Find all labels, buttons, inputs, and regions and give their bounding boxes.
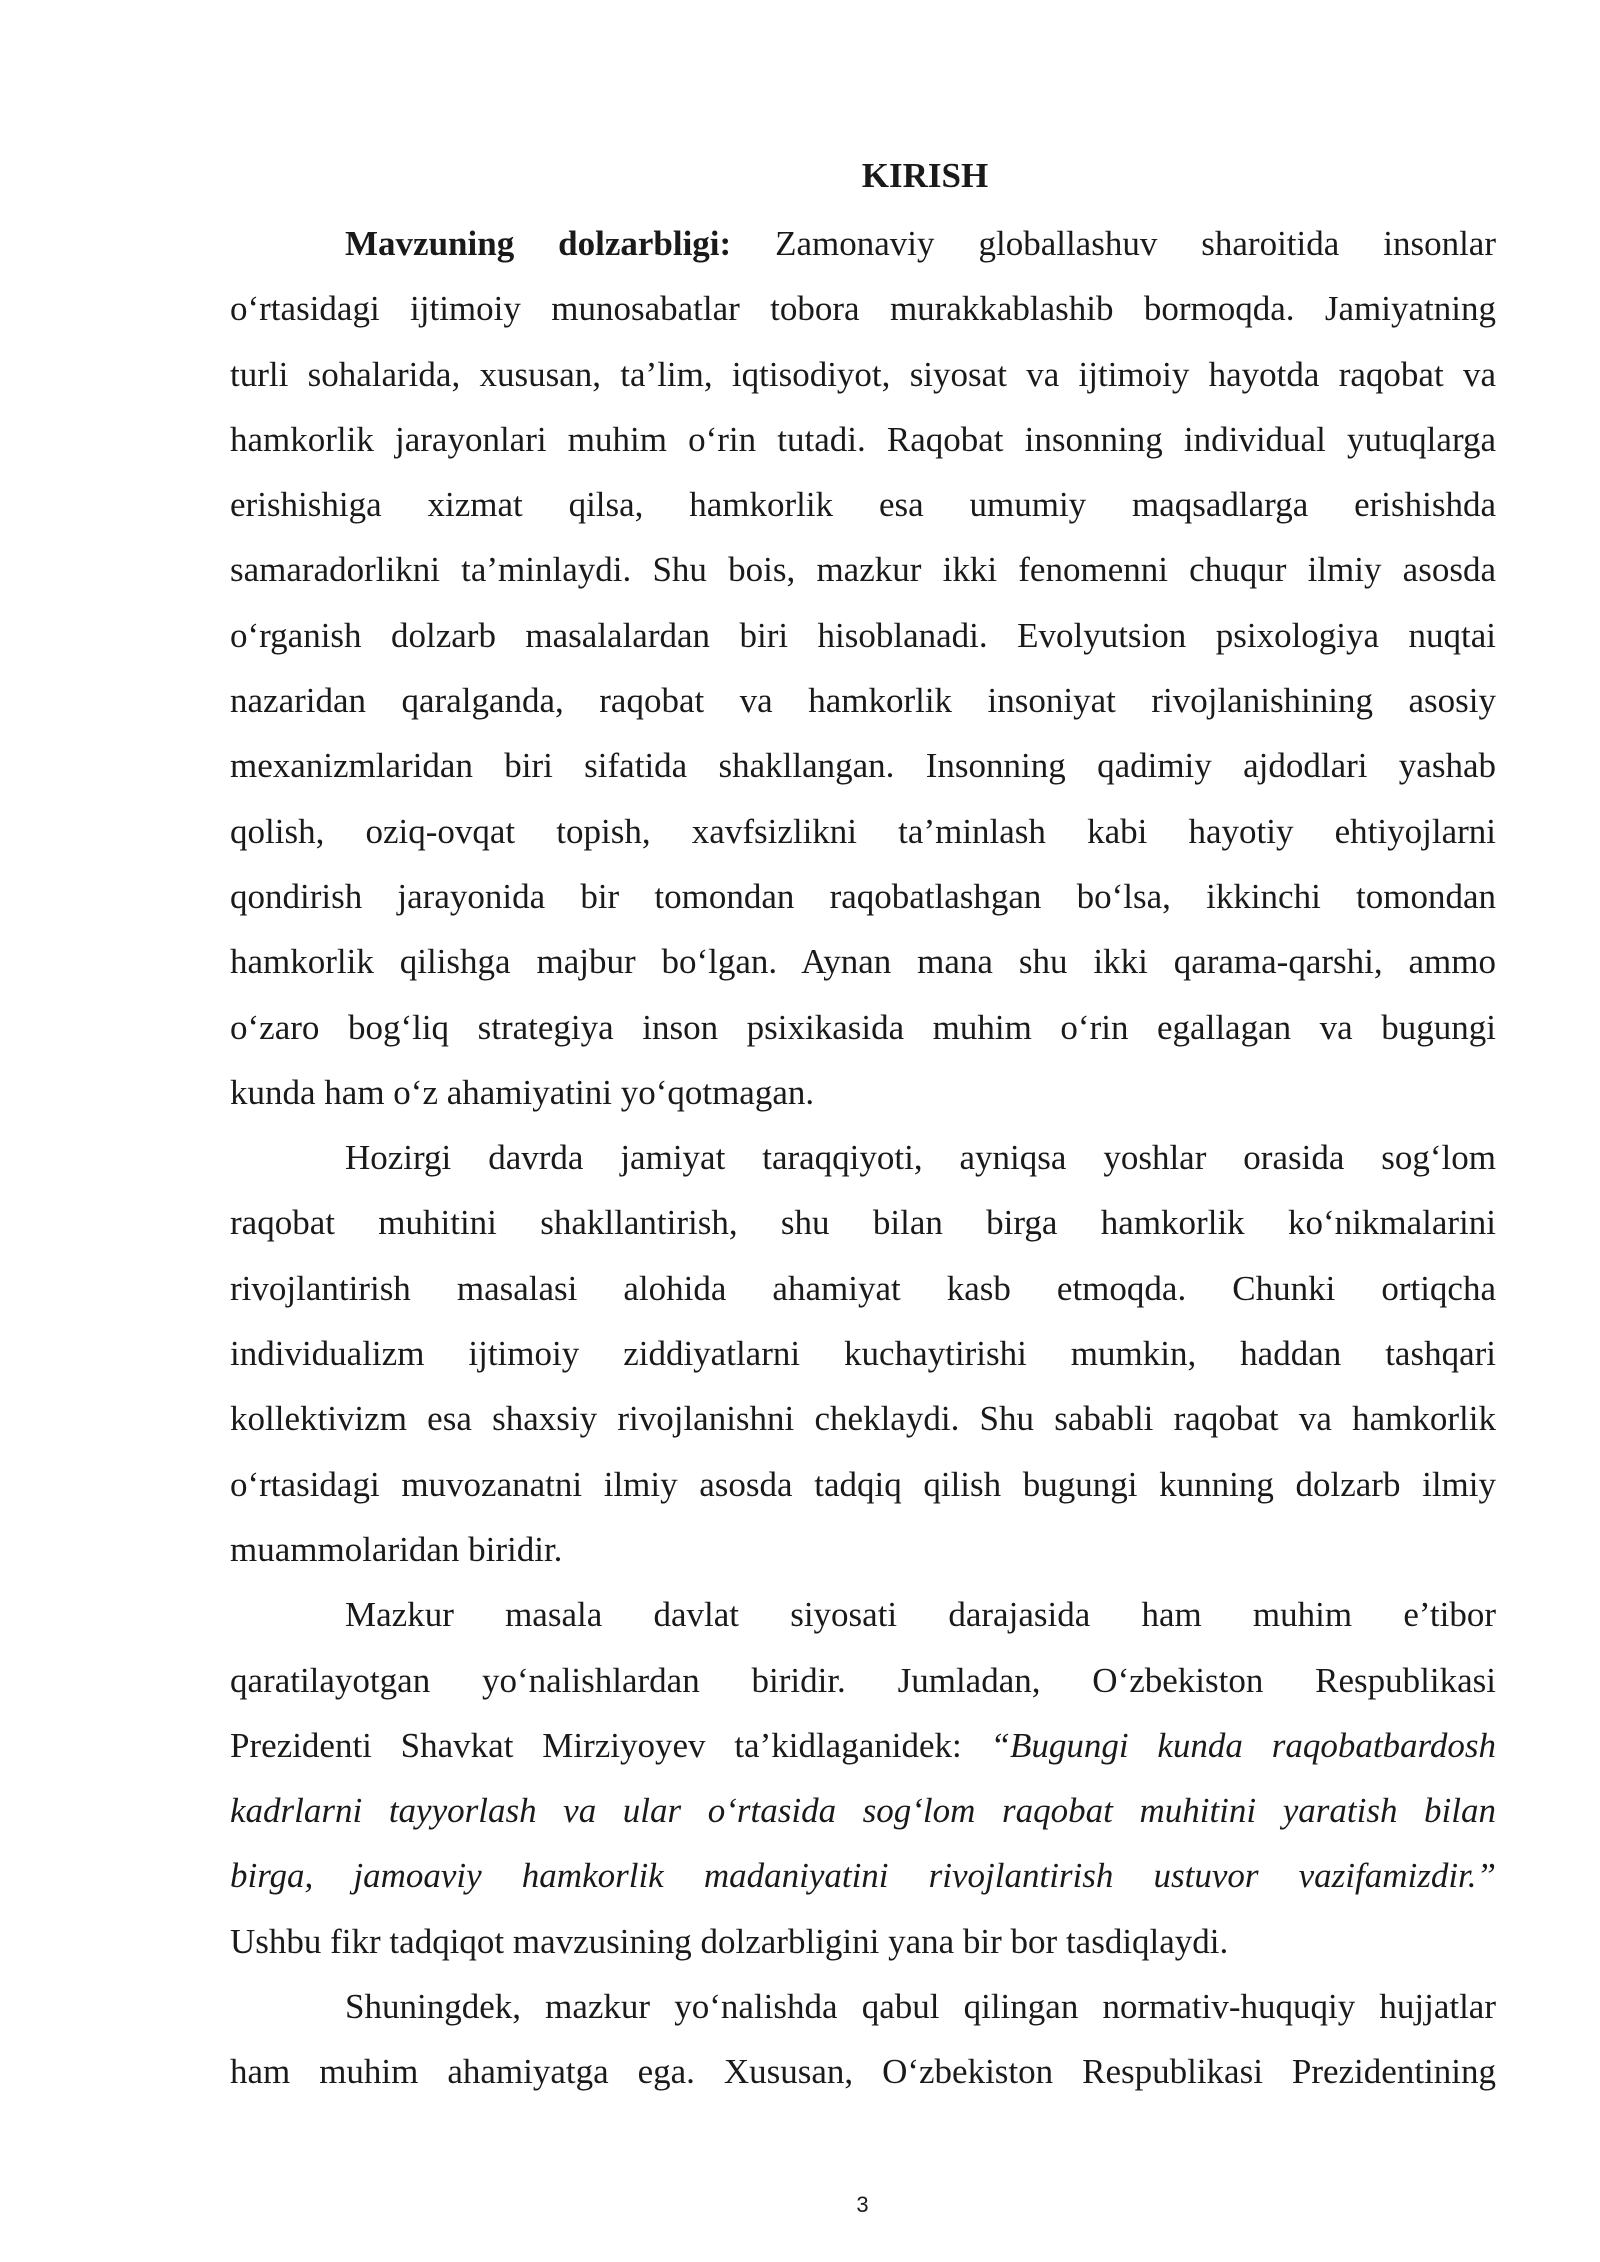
text-run: Zamonaviy globallashuv sharoitida insonlar bbox=[731, 224, 1496, 263]
text-line bbox=[230, 1452, 1496, 1517]
text-line bbox=[230, 1386, 1496, 1451]
italic-quote-run: birga, jamoaviy hamkorlik madaniyatini rivojlantirish ustuvor vazifamizdir.” bbox=[230, 1856, 1496, 1896]
text-line bbox=[230, 995, 1496, 1060]
text-run: qondirish jarayonida bir tomondan raqobatlashgan bo‘lsa, ikkinchi tomondan bbox=[230, 876, 1496, 916]
text-line bbox=[230, 1843, 1496, 1908]
text-run: qaratilayotgan yo‘nalishlardan biridir. Jumladan, O‘zbekiston Respublikasi bbox=[230, 1660, 1496, 1700]
paragraph bbox=[230, 211, 1496, 1125]
text-run: o‘rganish dolzarb masalalardan biri hisoblanadi. Evolyutsion psixologiya nuqtai bbox=[230, 615, 1496, 655]
text-run: Ushbu fikr tadqiqot mavzusining dolzarbligini yana bir bor tasdiqlaydi. bbox=[230, 1921, 1229, 1961]
text-line bbox=[230, 1256, 1496, 1321]
paragraph bbox=[230, 1582, 1496, 1974]
text-line bbox=[230, 1648, 1496, 1713]
text-line bbox=[230, 1778, 1496, 1843]
text-line bbox=[230, 2039, 1496, 2104]
body-text bbox=[230, 211, 1496, 2105]
text-run: kunda ham o‘z ahamiyatini yo‘qotmagan. bbox=[230, 1072, 815, 1112]
text-line bbox=[230, 668, 1496, 733]
text-run: ham muhim ahamiyatga ega. Xususan, O‘zbekiston Respublikasi Prezidentining bbox=[230, 2052, 1496, 2092]
text-line bbox=[230, 1321, 1496, 1386]
section-heading: KIRISH bbox=[861, 156, 989, 195]
text-run: nazaridan qaralganda, raqobat va hamkorlik insoniyat rivojlanishining asosiy bbox=[230, 681, 1496, 721]
text-line bbox=[230, 733, 1496, 798]
text-run: o‘zaro bog‘liq strategiya inson psixikasida muhim o‘rin egallagan va bugungi bbox=[230, 1007, 1496, 1047]
text-line bbox=[230, 342, 1496, 407]
text-line bbox=[230, 1582, 1496, 1647]
text-run: rivojlantirish masalasi alohida ahamiyat kasb etmoqda. Chunki ortiqcha bbox=[230, 1268, 1496, 1308]
text-run: raqobat muhitini shakllantirish, shu bilan birga hamkorlik ko‘nikmalarini bbox=[230, 1203, 1496, 1243]
text-line bbox=[230, 1974, 1496, 2039]
text-line bbox=[230, 864, 1496, 929]
text-run: Prezidenti Shavkat Mirziyoyev ta’kidlaganidek: bbox=[230, 1725, 991, 1765]
italic-quote-run: “Bugungi kunda raqobatbardosh bbox=[990, 1725, 1496, 1765]
text-run: o‘rtasidagi ijtimoiy munosabatlar tobora murakkablashib bormoqda. Jamiyatning bbox=[230, 289, 1496, 329]
text-line bbox=[230, 603, 1496, 668]
text-run: qolish, oziq-ovqat topish, xavfsizlikni ta’minlash kabi hayotiy ehtiyojlarni bbox=[230, 811, 1496, 851]
bold-run: Mavzuning dolzarbligi: bbox=[345, 224, 732, 263]
text-run: Mazkur masala davlat siyosati darajasida ham muhim e’tibor bbox=[345, 1595, 1496, 1635]
text-line bbox=[230, 1190, 1496, 1255]
text-line bbox=[230, 211, 1496, 276]
text-run: erishishiga xizmat qilsa, hamkorlik esa umumiy maqsadlarga erishishda bbox=[230, 485, 1496, 525]
text-run: hamkorlik jarayonlari muhim o‘rin tutadi. Raqobat insonning individual yutuqlarga bbox=[230, 419, 1496, 459]
text-run: Hozirgi davrda jamiyat taraqqiyoti, ayniqsa yoshlar orasida sog‘lom bbox=[345, 1138, 1496, 1178]
text-run: mexanizmlaridan biri sifatida shakllangan. Insonning qadimiy ajdodlari yashab bbox=[230, 746, 1496, 786]
text-run: individualizm ijtimoiy ziddiyatlarni kuchaytirishi mumkin, haddan tashqari bbox=[230, 1334, 1496, 1374]
paragraph bbox=[230, 1974, 1496, 2105]
italic-quote-run: kadrlarni tayyorlash va ular o‘rtasida sog‘lom raqobat muhitini yaratish bilan bbox=[230, 1791, 1496, 1831]
text-line bbox=[230, 1909, 1496, 1974]
text-line bbox=[230, 472, 1496, 537]
text-line bbox=[230, 799, 1496, 864]
text-run: o‘rtasidagi muvozanatni ilmiy asosda tadqiq qilish bugungi kunning dolzarb ilmiy bbox=[230, 1464, 1496, 1504]
text-line bbox=[230, 1713, 1496, 1778]
text-line bbox=[230, 407, 1496, 472]
text-line bbox=[230, 537, 1496, 602]
text-line bbox=[230, 1125, 1496, 1190]
page-number: 3 bbox=[856, 2192, 869, 2217]
text-line bbox=[230, 929, 1496, 994]
paragraph bbox=[230, 1125, 1496, 1582]
text-run: kollektivizm esa shaxsiy rivojlanishni cheklaydi. Shu sababli raqobat va hamkorlik bbox=[230, 1399, 1496, 1439]
text-run: muammolaridan biridir. bbox=[230, 1529, 563, 1569]
text-line bbox=[230, 1060, 1496, 1125]
text-line bbox=[230, 276, 1496, 341]
text-line bbox=[230, 1517, 1496, 1582]
text-run: hamkorlik qilishga majbur bo‘lgan. Aynan mana shu ikki qarama-qarshi, ammo bbox=[230, 942, 1496, 982]
text-run: Shuningdek, mazkur yo‘nalishda qabul qilingan normativ-huquqiy hujjatlar bbox=[345, 1987, 1496, 2027]
text-run: samaradorlikni ta’minlaydi. Shu bois, mazkur ikki fenomenni chuqur ilmiy asosda bbox=[230, 550, 1496, 590]
text-run: turli sohalarida, xususan, ta’lim, iqtisodiyot, siyosat va ijtimoiy hayotda raqobat va bbox=[230, 354, 1496, 394]
